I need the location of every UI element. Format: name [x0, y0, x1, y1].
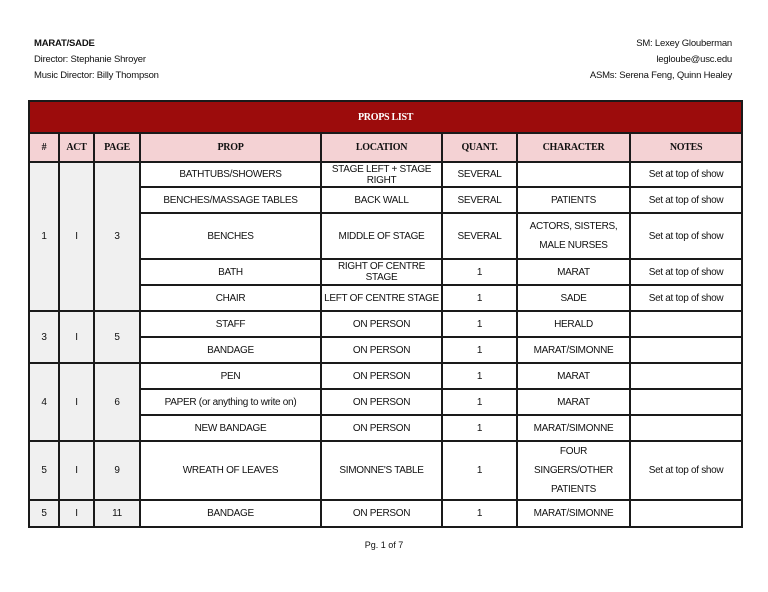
column-header-quantity: QUANT.	[442, 133, 517, 162]
header-left	[34, 36, 159, 84]
group-act: I	[59, 441, 94, 500]
group-act: I	[59, 311, 94, 363]
location-cell: MIDDLE OF STAGE	[321, 213, 442, 259]
character-cell: MARAT	[517, 259, 630, 285]
group-page: 11	[94, 500, 140, 527]
location-cell: BACK WALL	[321, 187, 442, 213]
assistant-stage-managers: ASMs: Serena Feng, Quinn Healey	[589, 70, 732, 81]
location-cell: ON PERSON	[321, 389, 442, 415]
director: Director: Stephanie Shroyer	[34, 54, 146, 65]
group-page: 3	[94, 162, 140, 311]
prop-cell: PEN	[140, 363, 321, 389]
notes-cell: Set at top of show	[630, 187, 742, 213]
header-right	[590, 36, 732, 84]
notes-cell	[630, 337, 742, 363]
prop-cell: WREATH OF LEAVES	[140, 441, 321, 500]
group-number: 1	[29, 162, 59, 311]
notes-cell: Set at top of show	[630, 213, 742, 259]
character-cell: FOUR SINGERS/OTHER PATIENTS	[517, 441, 630, 500]
column-header-prop: PROP	[140, 133, 321, 162]
prop-cell: BANDAGE	[140, 500, 321, 527]
table-row	[29, 441, 742, 500]
character-cell	[517, 162, 630, 187]
table-row	[29, 162, 742, 187]
location-cell: STAGE LEFT + STAGE RIGHT	[321, 162, 442, 187]
quantity-cell: 1	[442, 337, 517, 363]
column-header-location: LOCATION	[321, 133, 442, 162]
prop-cell: BATH	[140, 259, 321, 285]
group-number: 5	[29, 441, 59, 500]
notes-cell: Set at top of show	[630, 285, 742, 311]
location-cell: ON PERSON	[321, 311, 442, 337]
location-cell: RIGHT OF CENTRE STAGE	[321, 259, 442, 285]
prop-cell: BENCHES	[140, 213, 321, 259]
prop-cell: PAPER (or anything to write on)	[140, 389, 321, 415]
quantity-cell: 1	[442, 389, 517, 415]
notes-cell	[630, 363, 742, 389]
quantity-cell: SEVERAL	[442, 162, 517, 187]
quantity-cell: 1	[442, 311, 517, 337]
column-header-page: PAGE	[94, 133, 140, 162]
location-cell: ON PERSON	[321, 415, 442, 441]
group-number: 3	[29, 311, 59, 363]
group-page: 6	[94, 363, 140, 441]
character-cell: HERALD	[517, 311, 630, 337]
notes-cell: Set at top of show	[630, 441, 742, 500]
character-cell: MARAT/SIMONNE	[517, 415, 630, 441]
prop-cell: CHAIR	[140, 285, 321, 311]
prop-cell: STAFF	[140, 311, 321, 337]
group-page: 5	[94, 311, 140, 363]
character-cell: MARAT	[517, 389, 630, 415]
group-act: I	[59, 363, 94, 441]
character-cell: PATIENTS	[517, 187, 630, 213]
character-cell: MARAT/SIMONNE	[517, 500, 630, 527]
quantity-cell: 1	[442, 500, 517, 527]
props-table	[28, 100, 743, 528]
quantity-cell: SEVERAL	[442, 213, 517, 259]
location-cell: ON PERSON	[321, 363, 442, 389]
location-cell: SIMONNE'S TABLE	[321, 441, 442, 500]
notes-cell	[630, 389, 742, 415]
group-number: 4	[29, 363, 59, 441]
character-cell: MARAT	[517, 363, 630, 389]
group-act: I	[59, 500, 94, 527]
column-header-notes: NOTES	[630, 133, 742, 162]
prop-cell: BATHTUBS/SHOWERS	[140, 162, 321, 187]
prop-cell: BANDAGE	[140, 337, 321, 363]
table-row	[29, 500, 742, 527]
character-cell: SADE	[517, 285, 630, 311]
quantity-cell: 1	[442, 285, 517, 311]
group-act: I	[59, 162, 94, 311]
notes-cell: Set at top of show	[630, 162, 742, 187]
column-header-act: ACT	[59, 133, 94, 162]
music-director: Music Director: Billy Thompson	[34, 70, 159, 81]
prop-cell: BENCHES/MASSAGE TABLES	[140, 187, 321, 213]
location-cell: LEFT OF CENTRE STAGE	[321, 285, 442, 311]
notes-cell	[630, 415, 742, 441]
page-number: Pg. 1 of 7	[364, 540, 404, 550]
prop-cell: NEW BANDAGE	[140, 415, 321, 441]
character-cell: ACTORS, SISTERS, MALE NURSES	[517, 213, 630, 259]
group-page: 9	[94, 441, 140, 500]
column-header-character: CHARACTER	[517, 133, 630, 162]
notes-cell: Set at top of show	[630, 259, 742, 285]
group-number: 5	[29, 500, 59, 527]
column-header-number: #	[29, 133, 59, 162]
quantity-cell: SEVERAL	[442, 187, 517, 213]
quantity-cell: 1	[442, 259, 517, 285]
show-title: MARAT/SADE	[34, 38, 95, 49]
table-row	[29, 311, 742, 337]
stage-manager: SM: Lexey Glouberman	[636, 38, 732, 49]
quantity-cell: 1	[442, 441, 517, 500]
table-row	[29, 363, 742, 389]
quantity-cell: 1	[442, 363, 517, 389]
notes-cell	[630, 500, 742, 527]
location-cell: ON PERSON	[321, 337, 442, 363]
quantity-cell: 1	[442, 415, 517, 441]
notes-cell	[630, 311, 742, 337]
location-cell: ON PERSON	[321, 500, 442, 527]
email-link[interactable]: legloube@usc.edu	[656, 54, 732, 65]
table-title: PROPS LIST	[29, 101, 742, 133]
character-cell: MARAT/SIMONNE	[517, 337, 630, 363]
